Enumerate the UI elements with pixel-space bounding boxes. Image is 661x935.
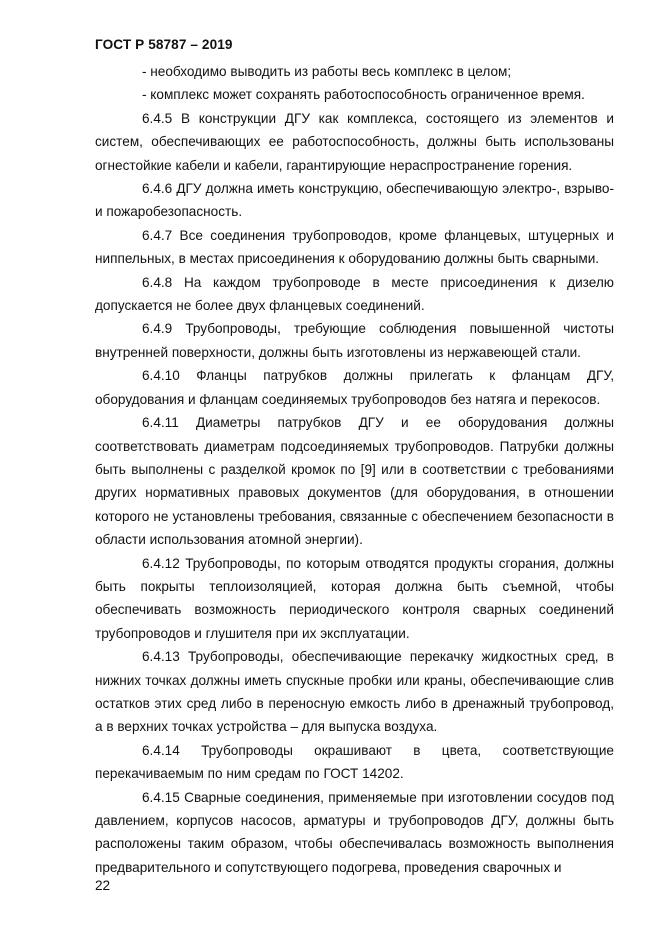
paragraph-6-4-6: 6.4.6 ДГУ должна иметь конструкцию, обеспечивающую электро-, взрыво- и пожаробезопасность. bbox=[95, 181, 614, 220]
paragraph-6-4-12: 6.4.12 Трубопроводы, по которым отводятся продукты сгорания, должны быть покрыты теплоизоляцией, которая должна быть съемной, чтобы обеспечивать возможность периодического контроля сварных соединений трубопроводов и глушителя при их эксплуатации. bbox=[95, 555, 614, 641]
paragraph-6-4-9: 6.4.9 Трубопроводы, требующие соблюдения повышенной чистоты внутренней поверхности, должны быть изготовлены из нержавеющей стали. bbox=[95, 321, 614, 360]
paragraph-list-item: - необходимо выводить из работы весь комплекс в целом; bbox=[142, 64, 512, 79]
paragraph-list-item: - комплекс может сохранять работоспособность ограниченное время. bbox=[142, 87, 585, 103]
paragraph-6-4-5: 6.4.5 В конструкции ДГУ как комплекса, состоящего из элементов и систем, обеспечивающих ее работоспособность, должны быть использованы огнестойкие кабели и кабели, гарантирующие нераспространение горения. bbox=[95, 110, 614, 173]
page-number: 22 bbox=[95, 878, 111, 893]
paragraph-6-4-8: 6.4.8 На каждом трубопроводе в месте присоединения к дизелю допускается не более двух фланцевых соединений. bbox=[95, 274, 614, 314]
paragraph-6-4-15: 6.4.15 Сварные соединения, применяемые при изготовлении сосудов под давлением, корпусов насосов, арматуры и трубопроводов ДГУ, должны быть расположены таким образом, чтобы обеспечивалась возможность выполнения предварительного и сопутствующего подогрева, проведения сварочных и bbox=[95, 789, 614, 875]
paragraph-6-4-14: 6.4.14 Трубопроводы окрашивают в цвета, соответствующие перекачиваемым по ним средам по ГОСТ 14202. bbox=[95, 742, 614, 782]
document-body bbox=[95, 60, 614, 879]
document-header: ГОСТ Р 58787 – 2019 bbox=[95, 37, 233, 52]
paragraph-6-4-7: 6.4.7 Все соединения трубопроводов, кроме фланцевых, штуцерных и ниппельных, в местах присоединения к оборудованию должны быть сварными. bbox=[95, 227, 614, 267]
paragraph-6-4-11: 6.4.11 Диаметры патрубков ДГУ и ее оборудования должны соответствовать диаметрам подсоединяемых трубопроводов. Патрубки должны быть выполнены с разделкой кромок по [9] или в соответствии с требованиями других нормативных правовых документов (для оборудования, в отношении которого не установлены требования, связанные с обеспечением безопасности в области использования атомной энергии). bbox=[95, 415, 614, 548]
paragraph-6-4-10: 6.4.10 Фланцы патрубков должны прилегать к фланцам ДГУ, оборудования и фланцам соединяемых трубопроводов без натяга и перекосов. bbox=[95, 368, 614, 407]
paragraph-6-4-13: 6.4.13 Трубопроводы, обеспечивающие перекачку жидкостных сред, в нижних точках должны иметь спускные пробки или краны, обеспечивающие слив остатков этих сред либо в переносную емкость либо в дренажный трубопровод, а в верхних точках устройства – для выпуска воздуха. bbox=[95, 649, 614, 735]
